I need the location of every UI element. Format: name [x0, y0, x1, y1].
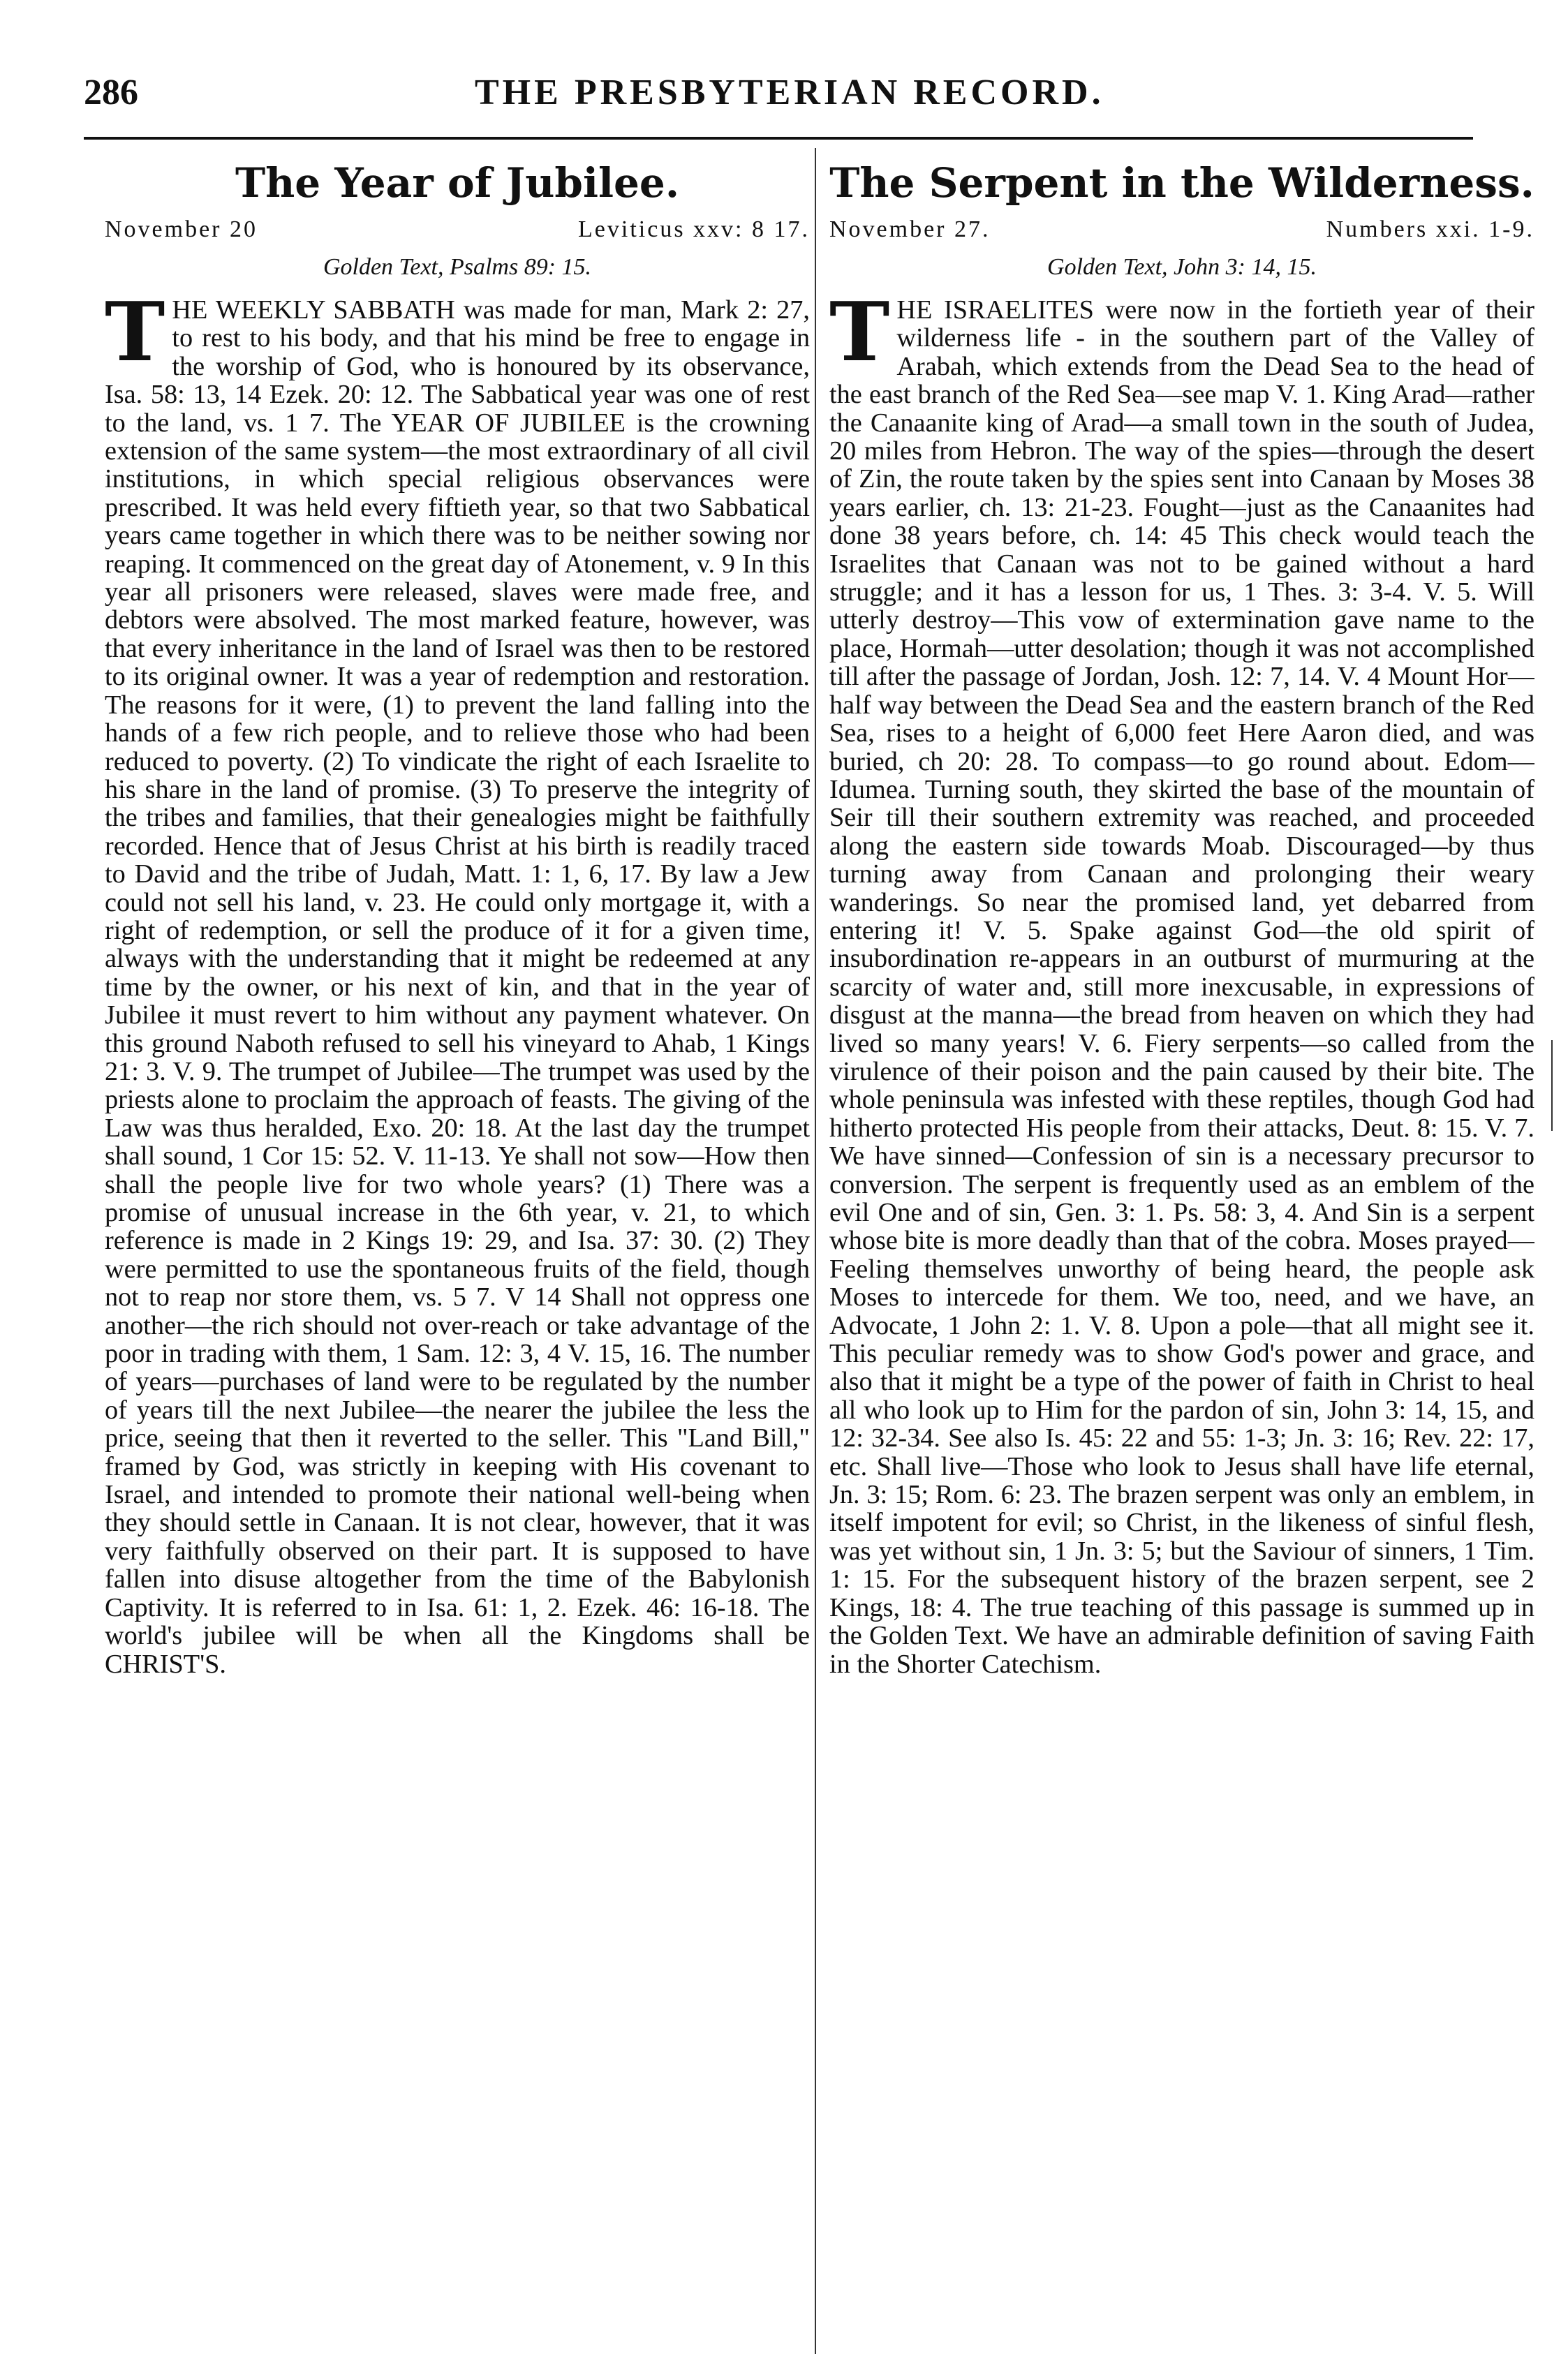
article-jubilee — [105, 155, 810, 2354]
publication-title: THE PRESBYTERIAN RECORD. — [475, 73, 1104, 112]
page-number: 286 — [84, 73, 138, 112]
column-divider — [815, 148, 816, 2354]
article-text: HE ISRAELITES were now in the fortieth year of their wilderness life - in the southern part of the Valley of Arabah, which extends from the Dead Sea to the head of the east branch of the Red Sea—see map V. 1. King Arad—rather the Canaanite king of Arad—a small town in the south of Judea, 20 miles from Hebron. The way of the spies—through the desert of Zin, the route taken by the spies sent into Canaan by Moses 38 years earlier, ch. 13: 21-23. Fought—just as the Canaanites had done 38 years before, ch. 14: 45 This check would teach the Israelites that Canaan was not to be gained without a hard struggle; and it has a lesson for us, 1 Thes. 3: 3-4. V. 5. Will utterly destroy—This vow of extermination gave name to the place, Hormah—utter desolation; though it was not accomplished till after the passage of Jordan, Josh. 12: 7, 14. V. 4 Mount Hor—half way between the Dead Sea and the eastern branch of the Red Sea, rises to a height of 6,000 feet Here Aaron died, and was buried, ch 20: 28. To compass—to go round about. Edom—Idumea. Turning south, they skirted the base of the mountain of Seir till their southern extremity was reached, and proceeded along the eastern side towards Moab. Discouraged—by thus turning away from Canaan and prolonging their weary wanderings. So near the promised land, yet debarred from entering it! V. 5. Spake against God—the old spirit of insubordination re-appears in an outburst of murmuring at the scarcity of water and, still more inexcusable, in expressions of disgust at the manna—the bread from heaven on which they had lived so many years! V. 6. Fiery serpents—so called from the virulence of their poison and the pain caused by their bite. The whole peninsula was infested with these reptiles, though God had hitherto protected His people from their attacks, Deut. 8: 15. V. 7. We have sinned—Confession of sin is a necessary precursor to conversion. The serpent is frequently used as an emblem of the evil One and of sin, Gen. 3: 1. Ps. 58: 3, 4. And Sin is a serpent whose bite is more deadly than that of the cobra. Moses prayed—Feeling themselves unworthy of being heard, the people ask Moses to intercede for them. We too, need, and we have, an Advocate, 1 John 2: 1. V. 8. Upon a pole—that all might see it. This peculiar remedy was to show God's power and grace, and also that it might be a type of the power of faith in Christ to heal all who look up to Him for the pardon of sin, John 3: 14, 15, and 12: 32-34. See also Is. 45: 22 and 55: 1-3; Jn. 3: 16; Rev. 22: 17, etc. Shall live—Those who look to Jesus shall have life eternal, Jn. 3: 15; Rom. 6: 23. The brazen serpent was only an emblem, in itself impotent for evil; so Christ, in the likeness of sinful flesh, was yet without sin, 1 Jn. 3: 5; but the Saviour of sinners, 1 Tim. 1: 15. For the subsequent history of the brazen serpent, see 2 Kings, 18: 4. The true teaching of this passage is summed up in the Golden Text. We have an admirable definition of saving Faith in the Shorter Catechism. — [829, 295, 1534, 1679]
article-text: HE WEEKLY SABBATH was made for man, Mark 2: 27, to rest to his body, and that his mind be free to engage in the worship of God, who is honoured by its observance, Isa. 58: 13, 14 Ezek. 20: 12. The Sabbatical year was one of rest to the land, vs. 1 7. The YEAR OF JUBILEE is the crowning extension of the same system—the most extraordinary of all civil institutions, in which special religious observances were prescribed. It was held every fiftieth year, so that two Sabbatical years came together in which there was to be neither sowing nor reaping. It commenced on the great day of Atonement, v. 9 In this year all prisoners were released, slaves were made free, and debtors were absolved. The most marked feature, however, was that every inheritance in the land of Israel was then to be restored to its original owner. It was a year of redemption and restoration. The reasons for it were, (1) to prevent the land falling into the hands of a few rich people, and to relieve those who had been reduced to poverty. (2) To vindicate the right of each Israelite to his share in the land of promise. (3) To preserve the integrity of the tribes and families, that their genealogies might be faithfully recorded. Hence that of Jesus Christ at his birth is readily traced to David and the tribe of Judah, Matt. 1: 1, 6, 17. By law a Jew could not sell his land, v. 23. He could only mortgage it, with a right of redemption, or sell the produce of it for a given time, always with the understanding that it might be redeemed at any time by the owner, or his next of kin, and that in the year of Jubilee it must revert to him without any payment whatever. On this ground Naboth refused to sell his vineyard to Ahab, 1 Kings 21: 3. V. 9. The trumpet of Jubilee—The trumpet was used by the priests alone to proclaim the approach of feasts. The giving of the Law was thus heralded, Exo. 20: 18. At the last day the trumpet shall sound, 1 Cor 15: 52. V. 11-13. Ye shall not sow—How then shall the people live for two whole years? (1) There was a promise of unusual increase in the 6th year, v. 21, to which reference is made in 2 Kings 19: 29, and Isa. 37: 30. (2) They were permitted to use the spontaneous fruits of the field, though not to reap nor store them, vs. 5 7. V 14 Shall not oppress one another—the rich should not over-reach or take advantage of the poor in trading with them, 1 Sam. 12: 3, 4 V. 15, 16. The number of years—purchases of land were to be regulated by the number of years till the next Jubilee—the nearer the jubilee the less the price, seeing that then it reverted to the seller. This "Land Bill," framed by God, was strictly in keeping with His covenant to Israel, and intended to promote their national well-being when they should settle in Canaan. It is not clear, however, that it was very faithfully observed on their part. It is supposed to have fallen into disuse altogether from the time of the Babylonish Captivity. It is referred to in Isa. 61: 1, 2. Ezek. 46: 16-18. The world's jubilee will be when all the Kingdoms shall be CHRIST'S. — [105, 295, 810, 1679]
page-header — [84, 66, 1473, 129]
article-body — [829, 285, 1534, 1679]
header-rule — [84, 137, 1473, 140]
golden-text: Golden Text, John 3: 14, 15. — [1047, 254, 1317, 280]
lesson-meta — [105, 216, 810, 251]
article-body — [105, 285, 810, 1679]
drop-cap: T — [105, 285, 165, 380]
lesson-meta — [829, 216, 1534, 251]
lesson-scripture: Numbers xxi. 1-9. — [1326, 216, 1534, 242]
lesson-date: November 27. — [829, 216, 991, 242]
article-title: The Serpent in the Wilderness. — [829, 159, 1534, 207]
margin-mark — [1551, 1040, 1553, 1131]
lesson-scripture: Leviticus xxv: 8 17. — [578, 216, 810, 242]
lesson-date: November 20 — [105, 216, 258, 242]
article-serpent — [829, 155, 1534, 2354]
drop-cap: T — [829, 285, 890, 380]
article-title: The Year of Jubilee. — [235, 159, 680, 207]
golden-text: Golden Text, Psalms 89: 15. — [323, 254, 592, 280]
